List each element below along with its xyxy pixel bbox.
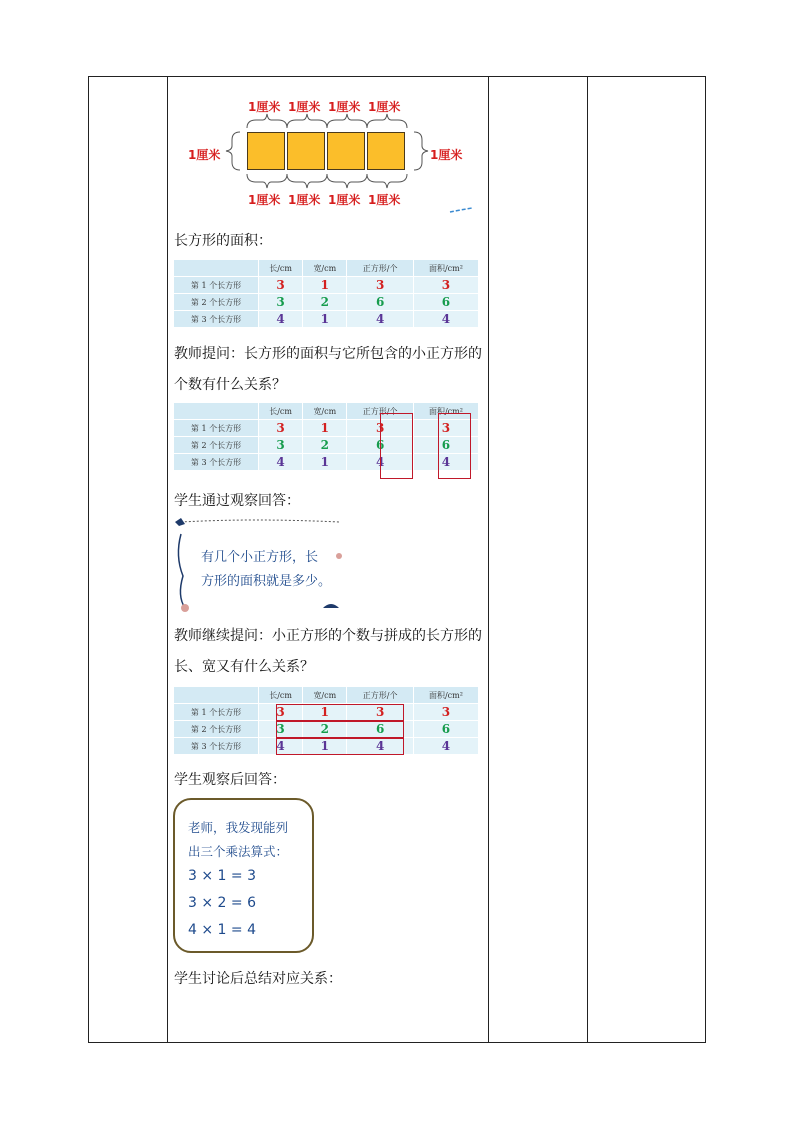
content-column <box>168 76 488 1043</box>
bubble-line: 老师，我发现能列 <box>188 820 289 835</box>
width-cell: 1 <box>303 277 347 294</box>
width-cell: 1 <box>303 738 347 755</box>
teacher-question-1: 教师提问：长方形的面积与它所包含的小正方形的 <box>174 346 482 362</box>
table-row <box>174 420 479 437</box>
table-header: 宽/cm <box>303 403 347 420</box>
summary-text: 学生讨论后总结对应关系： <box>174 971 342 987</box>
length-cell: 3 <box>259 294 303 311</box>
unit-square <box>367 132 405 170</box>
bottom-label: 1厘米 <box>288 193 321 207</box>
student-answer-intro-2: 学生观察后回答： <box>174 772 286 788</box>
row-label: 第 3 个长方形 <box>174 311 259 328</box>
top-label: 1厘米 <box>368 100 401 114</box>
row-label: 第 1 个长方形 <box>174 277 259 294</box>
width-cell: 1 <box>303 311 347 328</box>
width-cell: 1 <box>303 454 347 471</box>
student-answer-intro: 学生通过观察回答： <box>174 493 300 509</box>
unit-square <box>327 132 365 170</box>
bottom-label: 1厘米 <box>368 193 401 207</box>
row-label: 第 1 个长方形 <box>174 420 259 437</box>
bubble-line: 方形的面积就是多少。 <box>201 574 332 589</box>
table-header <box>174 687 259 704</box>
table-header: 长/cm <box>259 260 303 277</box>
squares-cell: 6 <box>347 294 413 311</box>
width-cell: 1 <box>303 420 347 437</box>
table-header: 面积/cm² <box>413 260 478 277</box>
equation: 3 × 1 = 3 <box>188 868 256 884</box>
width-cell: 1 <box>303 704 347 721</box>
row-label: 第 3 个长方形 <box>174 454 259 471</box>
table-header: 面积/cm² <box>413 687 478 704</box>
teacher-question-2-cont: 长、宽又有什么关系？ <box>174 659 314 675</box>
area-cell: 6 <box>413 294 478 311</box>
area-cell: 3 <box>413 704 478 721</box>
row-label: 第 1 个长方形 <box>174 704 259 721</box>
row-label: 第 2 个长方形 <box>174 721 259 738</box>
table-header: 正方形/个 <box>347 403 413 420</box>
area-cell: 3 <box>413 277 478 294</box>
area-table-highlight-columns <box>173 402 479 471</box>
highlight-box-area <box>438 413 471 479</box>
length-cell: 4 <box>259 738 303 755</box>
table-header: 长/cm <box>259 403 303 420</box>
column-divider <box>488 76 489 1043</box>
bubble-line: 有几个小正方形，长 <box>201 550 319 565</box>
bottom-label: 1厘米 <box>328 193 361 207</box>
width-cell: 2 <box>303 721 347 738</box>
squares-cell: 3 <box>347 704 413 721</box>
unit-square <box>287 132 325 170</box>
length-cell: 3 <box>259 721 303 738</box>
area-table <box>173 259 479 328</box>
section-heading-area: 长方形的面积： <box>174 233 272 249</box>
column-divider <box>587 76 588 1043</box>
squares-cell: 6 <box>347 721 413 738</box>
teacher-question-2: 教师继续提问：小正方形的个数与拼成的长方形的 <box>174 628 482 644</box>
length-cell: 3 <box>259 277 303 294</box>
speech-bubble <box>173 798 314 953</box>
top-label: 1厘米 <box>288 100 321 114</box>
area-cell: 4 <box>413 738 478 755</box>
table-row <box>174 437 479 454</box>
table-header: 面积/cm² <box>413 403 478 420</box>
table-row <box>174 311 479 328</box>
area-cell: 6 <box>413 437 478 454</box>
right-label: 1厘米 <box>430 148 463 162</box>
table-header: 宽/cm <box>303 687 347 704</box>
top-label: 1厘米 <box>328 100 361 114</box>
top-label: 1厘米 <box>248 100 281 114</box>
row-label: 第 3 个长方形 <box>174 738 259 755</box>
unit-square <box>247 132 285 170</box>
table-header: 宽/cm <box>303 260 347 277</box>
width-cell: 2 <box>303 437 347 454</box>
highlight-box-row <box>276 721 404 738</box>
table-row <box>174 454 479 471</box>
squares-cell: 4 <box>347 311 413 328</box>
table-row <box>174 277 479 294</box>
highlight-box-row <box>276 704 404 721</box>
length-cell: 3 <box>259 704 303 721</box>
table-header: 正方形/个 <box>347 260 413 277</box>
squares-cell: 6 <box>347 437 413 454</box>
highlight-box-squares <box>380 413 413 479</box>
length-cell: 3 <box>259 420 303 437</box>
teacher-question-1-cont: 个数有什么关系？ <box>174 377 286 393</box>
squares-cell: 3 <box>347 420 413 437</box>
row-label: 第 2 个长方形 <box>174 437 259 454</box>
area-cell: 4 <box>413 454 478 471</box>
squares-cell: 4 <box>347 454 413 471</box>
bottom-label: 1厘米 <box>248 193 281 207</box>
equation: 4 × 1 = 4 <box>188 922 256 938</box>
area-cell: 6 <box>413 721 478 738</box>
area-cell: 4 <box>413 311 478 328</box>
length-cell: 4 <box>259 311 303 328</box>
area-cell: 3 <box>413 420 478 437</box>
equation: 3 × 2 = 6 <box>188 895 256 911</box>
highlight-box-row <box>276 738 404 755</box>
table-header: 长/cm <box>259 687 303 704</box>
table-header <box>174 260 259 277</box>
squares-cell: 4 <box>347 738 413 755</box>
length-cell: 4 <box>259 454 303 471</box>
row-label: 第 2 个长方形 <box>174 294 259 311</box>
width-cell: 2 <box>303 294 347 311</box>
rectangle-diagram <box>168 76 488 216</box>
table-header <box>174 403 259 420</box>
bubble-line: 出三个乘法算式： <box>188 844 289 859</box>
table-header: 正方形/个 <box>347 687 413 704</box>
speech-bubble <box>173 516 343 612</box>
left-label: 1厘米 <box>188 148 221 162</box>
squares-cell: 3 <box>347 277 413 294</box>
table-row <box>174 294 479 311</box>
length-cell: 3 <box>259 437 303 454</box>
